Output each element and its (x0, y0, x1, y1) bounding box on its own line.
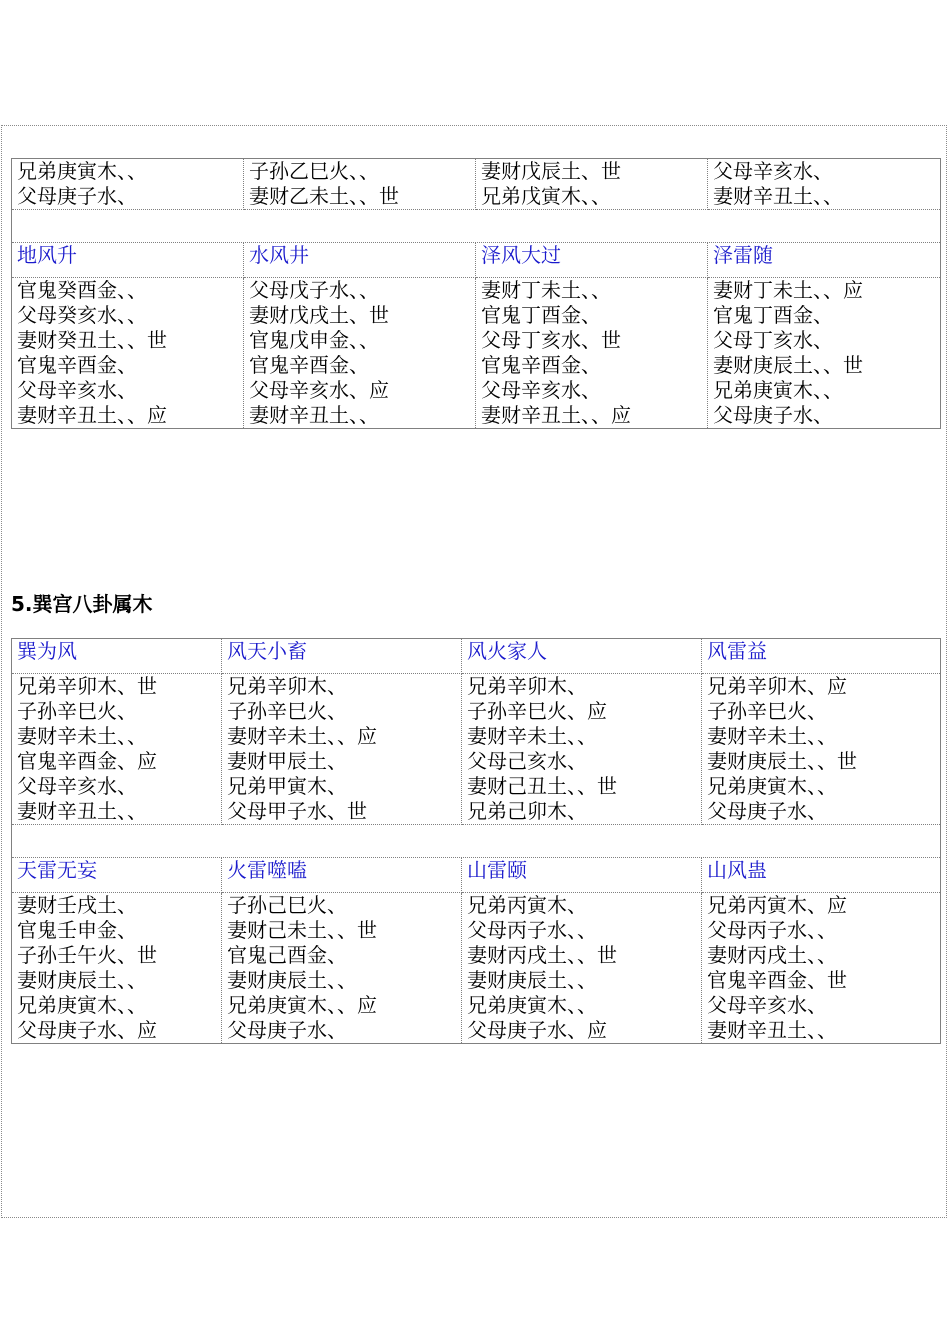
yao-line: 兄弟辛卯木、 (227, 674, 347, 698)
yao-line: 妻财庚辰土、、 (17, 968, 147, 992)
hexagram-lines-cell (244, 278, 476, 429)
spacer-row (12, 825, 941, 858)
yao-line: 兄弟辛卯木、世 (17, 674, 157, 698)
yao-line: 官鬼辛酉金、 (481, 353, 601, 377)
yao-line: 妻财乙未土、、世 (249, 184, 399, 208)
yao-line: 官鬼辛酉金、 (17, 353, 137, 377)
yao-line: 兄弟庚寅木、、 (17, 993, 147, 1017)
yao-line: 父母庚子水、 (227, 1018, 347, 1042)
yao-line: 兄弟庚寅木、、 (467, 993, 597, 1017)
hexagram-name: 泽雷随 (708, 243, 941, 278)
hexagram-lines-cell (12, 278, 244, 429)
hexagram-name: 水风井 (244, 243, 476, 278)
yao-line: 官鬼辛酉金、 (249, 353, 369, 377)
hexagram-table-continued (11, 158, 941, 429)
yao-line: 父母庚子水、 (713, 403, 833, 427)
section-heading: 5.巽宫八卦属木 (11, 592, 153, 616)
table-row (12, 858, 941, 893)
hexagram-lines-cell (12, 674, 222, 825)
hexagram-lines-cell (462, 893, 702, 1044)
yao-line: 官鬼辛酉金、世 (707, 968, 847, 992)
hexagram-name: 天雷无妄 (12, 858, 222, 893)
yao-line: 妻财丁未土、、 (481, 278, 611, 302)
yao-line: 父母丙子水、、 (707, 918, 837, 942)
yao-line: 子孙乙巳火、、 (249, 159, 379, 183)
yao-line: 妻财庚辰土、、世 (707, 749, 857, 773)
yao-line: 子孙辛巳火、 (227, 699, 347, 723)
yao-line: 官鬼己酉金、 (227, 943, 347, 967)
yao-line: 妻财庚辰土、、世 (713, 353, 863, 377)
yao-line: 妻财戊辰土、世 (481, 159, 621, 183)
hexagram-lines-cell (244, 159, 476, 210)
spacer-cell (12, 210, 941, 243)
yao-line: 妻财辛丑土、、应 (17, 403, 167, 427)
yao-line: 父母甲子水、世 (227, 799, 367, 823)
hexagram-name: 地风升 (12, 243, 244, 278)
yao-line: 妻财庚辰土、、 (467, 968, 597, 992)
yao-line: 兄弟丙寅木、 (467, 893, 587, 917)
hexagram-lines-cell (476, 278, 708, 429)
hexagram-lines-cell (12, 893, 222, 1044)
yao-line: 妻财辛未土、、 (17, 724, 147, 748)
yao-line: 子孙辛巳火、应 (467, 699, 607, 723)
table-row (12, 674, 941, 825)
yao-line: 妻财己未土、、世 (227, 918, 377, 942)
spacer-row (12, 210, 941, 243)
yao-line: 兄弟庚寅木、、 (17, 159, 147, 183)
hexagram-name: 风雷益 (702, 639, 941, 674)
hexagram-lines-cell (702, 893, 941, 1044)
yao-line: 妻财庚辰土、、 (227, 968, 357, 992)
hexagram-lines-cell (702, 674, 941, 825)
yao-line: 子孙辛巳火、 (17, 699, 137, 723)
yao-line: 父母庚子水、 (17, 184, 137, 208)
table-row (12, 159, 941, 210)
yao-line: 父母戊子水、、 (249, 278, 379, 302)
yao-line: 妻财辛未土、、 (467, 724, 597, 748)
yao-line: 兄弟庚寅木、、 (707, 774, 837, 798)
yao-line: 官鬼辛酉金、应 (17, 749, 157, 773)
yao-line: 父母丁亥水、世 (481, 328, 621, 352)
yao-line: 妻财辛丑土、、 (707, 1018, 837, 1042)
yao-line: 妻财甲辰土、 (227, 749, 347, 773)
yao-line: 子孙己巳火、 (227, 893, 347, 917)
yao-line: 兄弟丙寅木、应 (707, 893, 847, 917)
yao-line: 父母丁亥水、 (713, 328, 833, 352)
yao-line: 子孙辛巳火、 (707, 699, 827, 723)
spacer-cell (12, 825, 941, 858)
yao-line: 父母丙子水、、 (467, 918, 597, 942)
yao-line: 兄弟辛卯木、应 (707, 674, 847, 698)
hexagram-table-xun-palace (11, 638, 941, 1044)
table-row (12, 639, 941, 674)
yao-line: 妻财丙戌土、、世 (467, 943, 617, 967)
hexagram-lines-cell (476, 159, 708, 210)
yao-line: 官鬼丁酉金、 (481, 303, 601, 327)
yao-line: 兄弟己卯木、 (467, 799, 587, 823)
yao-line: 父母庚子水、应 (17, 1018, 157, 1042)
hexagram-name: 火雷噬嗑 (222, 858, 462, 893)
yao-line: 妻财辛未土、、应 (227, 724, 377, 748)
yao-line: 妻财辛未土、、 (707, 724, 837, 748)
yao-line: 兄弟戊寅木、、 (481, 184, 611, 208)
yao-line: 官鬼戊申金、、 (249, 328, 379, 352)
table-row (12, 243, 941, 278)
yao-line: 妻财辛丑土、、 (17, 799, 147, 823)
hexagram-name: 风天小畜 (222, 639, 462, 674)
yao-line: 父母庚子水、应 (467, 1018, 607, 1042)
yao-line: 父母辛亥水、 (17, 774, 137, 798)
hexagram-lines-cell (462, 674, 702, 825)
yao-line: 妻财丁未土、、应 (713, 278, 863, 302)
yao-line: 妻财癸丑土、、世 (17, 328, 167, 352)
yao-line: 父母辛亥水、应 (249, 378, 389, 402)
yao-line: 兄弟庚寅木、、 (713, 378, 843, 402)
yao-line: 官鬼壬申金、 (17, 918, 137, 942)
yao-line: 妻财辛丑土、、 (713, 184, 843, 208)
yao-line: 父母辛亥水、 (481, 378, 601, 402)
yao-line: 父母己亥水、 (467, 749, 587, 773)
hexagram-lines-cell (222, 674, 462, 825)
yao-line: 妻财辛丑土、、应 (481, 403, 631, 427)
yao-line: 父母辛亥水、 (17, 378, 137, 402)
yao-line: 妻财丙戌土、、 (707, 943, 837, 967)
yao-line: 父母辛亥水、 (713, 159, 833, 183)
table-row (12, 278, 941, 429)
yao-line: 父母庚子水、 (707, 799, 827, 823)
hexagram-name: 泽风大过 (476, 243, 708, 278)
yao-line: 官鬼丁酉金、 (713, 303, 833, 327)
hexagram-lines-cell (708, 159, 941, 210)
yao-line: 父母辛亥水、 (707, 993, 827, 1017)
yao-line: 兄弟庚寅木、、应 (227, 993, 377, 1017)
yao-line: 妻财戊戌土、世 (249, 303, 389, 327)
yao-line: 妻财壬戌土、 (17, 893, 137, 917)
hexagram-lines-cell (708, 278, 941, 429)
yao-line: 妻财己丑土、、世 (467, 774, 617, 798)
hexagram-name: 风火家人 (462, 639, 702, 674)
yao-line: 妻财辛丑土、、 (249, 403, 379, 427)
yao-line: 子孙壬午火、世 (17, 943, 157, 967)
hexagram-lines-cell (222, 893, 462, 1044)
yao-line: 兄弟辛卯木、 (467, 674, 587, 698)
hexagram-name: 山雷颐 (462, 858, 702, 893)
hexagram-name: 巽为风 (12, 639, 222, 674)
hexagram-name: 山风蛊 (702, 858, 941, 893)
yao-line: 兄弟甲寅木、 (227, 774, 347, 798)
yao-line: 父母癸亥水、、 (17, 303, 147, 327)
hexagram-lines-cell (12, 159, 244, 210)
table-row (12, 893, 941, 1044)
yao-line: 官鬼癸酉金、、 (17, 278, 147, 302)
